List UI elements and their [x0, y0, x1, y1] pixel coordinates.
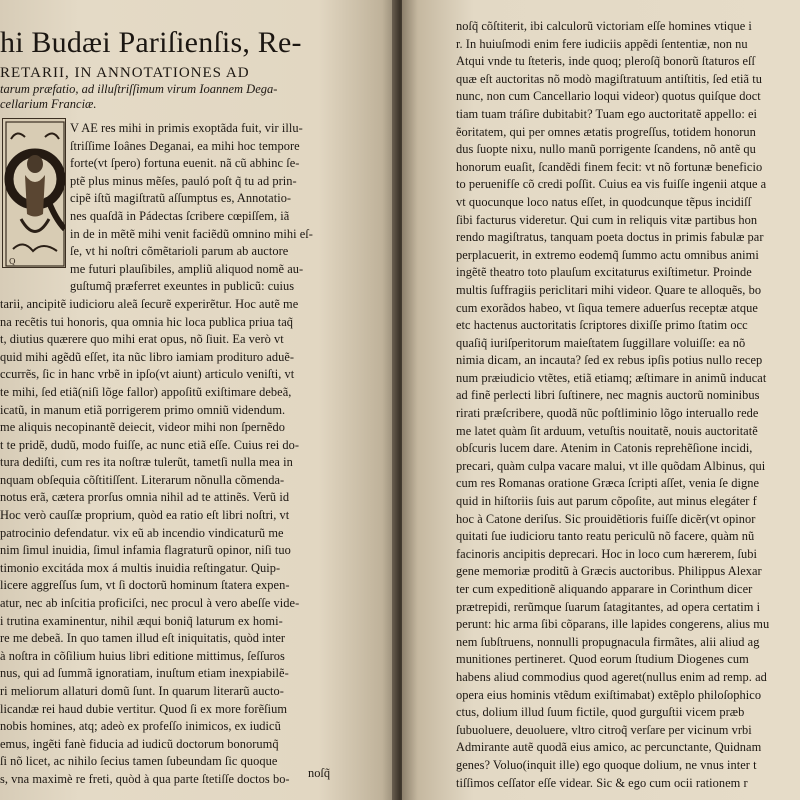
text-line: ctus, dolium illud ſuum fictile, quod gurguſtii vicem præb — [456, 705, 745, 720]
text-line: nquam obſequia cõſtitiſſent. Literarum nõnulla cõmenda- — [0, 472, 285, 487]
text-line: tiſſimos ceſſator eſſe videar. Sic & ego cum ocii rationem r — [456, 775, 748, 790]
text-line: me futuri plauſibiles, ampliũ aliquod nomẽ au- — [70, 261, 304, 276]
text-line: rendo magiſtratus, tanquam poeta doctus in primis fabulæ par — [456, 230, 764, 245]
text-line: notus erã, cætera prorſus omnia nihil ad te attinẽs. Verũ id — [0, 490, 290, 505]
text-line: multis ſuffragiis periclitari mihi videor. Quare te alloquẽs, bo — [456, 282, 762, 297]
text-line: ſe, vt hi noſtri cõmẽtarioli parum ab auctore — [70, 244, 289, 259]
text-line: nus, qui ad ſummã ignoratiam, inuſtum etiam inexpiabilẽ- — [0, 666, 289, 681]
text-line: quid in hiſtoriis ſuis aut parum cõpoſite, aut minus elegáter f — [456, 494, 757, 509]
text-line: te mihi, ſed etiã(niſi lõge fallor) appoſitũ exiſtimare debeã, — [0, 384, 292, 399]
text-line: perunt: hic arma ſibi cõparans, ille lapides congerens, alius mu — [456, 617, 770, 632]
text-line: quaſiq̃ iuriſperitorum maieſtatem ſuggillare voluiſſe: ea nõ — [456, 335, 746, 350]
text-line: prætrepidi, rerũmque ſuarum ſatagitantes, ad opera certatim i — [456, 599, 761, 614]
text-line: na recẽtis tui honoris, qua omnia hic loca publica priua taq̃ — [0, 314, 294, 329]
text-line: i trutina examinentur, nihil æqui boniq̃ laturum ex homi- — [0, 613, 283, 628]
text-line: ẽoritatem, qui per omnes ætatis progreſſus, totidem honorun — [456, 124, 756, 139]
text-line: rirati præſcribere, quodã nũc poſtliminio lõgo interuallo rede — [456, 406, 759, 421]
text-line: precari, quàm culpa vacare malui, vt ille quõdam Albinus, qui — [456, 458, 766, 473]
text-line: cum res Romanas oratione Græca ſcripti aſſet, venia ſe digne — [456, 476, 760, 491]
text-line: in de in mẽtẽ mihi venit faciẽdũ omnino mihi eſ- — [70, 226, 313, 241]
text-line: noſq̃ cõſtiterit, ibi calculorũ victoriam eſſe homines vtique i — [456, 19, 752, 33]
text-line: opera eius hominis vtẽdum exiſtimabat) extẽplo philoſophico — [456, 687, 762, 702]
text-line: ter cum expeditionẽ aliquando apparare in Corinthum dicer — [456, 582, 753, 596]
text-line: ptẽ plus minus mẽſes, pauló poſt q̃ tu ad prin- — [70, 173, 297, 188]
text-line: vt quocunque loco natus eſſet, in quodcunque tẽpus incidiſſ — [456, 194, 752, 209]
text-line: hoc à Catone deriſus. Sic prouidẽtioris fuiſſe dicẽr(vt opinor — [456, 511, 756, 526]
text-line: licandæ rei haud dubie vertitur. Quod ſi ex more forẽſium — [0, 701, 288, 716]
text-line: timonio excitáda mox á multis inuidia reſtingatur. Quip- — [0, 560, 281, 575]
text-line: munitiones pertineret. Quod eorum ſtudium Diogenes cum — [456, 652, 749, 667]
text-line: r. In huiuſmodi enim fere iudiciis appẽdi ſententiæ, non nu — [456, 36, 748, 51]
text-line: ſi nõ licet, ac nihilo ſecius tamen ſubeundam ſic quoque — [0, 754, 278, 769]
title-subheading: RETARII, IN ANNOTATIONES AD — [0, 65, 250, 81]
left-page-body — [0, 120, 398, 789]
text-line: cum exorãdos habeo, vt ſiqua temere aduerſus receptæ atque — [456, 300, 758, 315]
text-line: gene memoriæ proditũ à Græcis auctoribus. Philippus Alexar — [456, 564, 762, 579]
right-page-body — [402, 18, 800, 792]
text-line: nim ſimul inuidia, ſimul infamia flagraturũ opinor, niſi tuo — [0, 543, 291, 558]
text-line: s, vna maximè re freti, quòd à qua parte ſtetiſſe doctos bo- — [0, 771, 290, 786]
text-line: licere aggreſſus ſum, vt ſi doctorũ hominum ſtatera expen- — [0, 578, 290, 593]
text-line: dus ſuopte nixu, nullo manũ porrigente ſcandens, nõ antẽ qu — [456, 142, 756, 157]
text-line: facinoris ancipitis deprecari. Hoc in loco cum hærerem, ſubi — [456, 546, 757, 561]
text-line: ſtriſſime Ioânes Deganai, ea mihi hoc tempore — [70, 138, 300, 153]
left-page — [0, 0, 398, 800]
text-line: tura dediſti, cum res ita noſtræ tulerũt, tametſi nulla mea in — [0, 455, 293, 470]
text-line: obſcuris lucem dare. Atenim in Catonis reprehẽſione incidi, — [456, 441, 753, 456]
text-line: nunc, non cum Cancellario loqui videor) quotus quiſque doct — [456, 89, 761, 104]
text-line: quitati ſue iudicioru tanto reatu periculũ nõ facere, quàm nũ — [456, 529, 755, 544]
text-line: patrocinio defendatur. vix eũ ab incendio vindicaturũ me — [0, 525, 284, 540]
text-line: V AE res mihi in primis exoptãda fuit, vir illu- — [70, 121, 303, 135]
title-dedication-line-2: cellarium Franciæ. — [0, 97, 97, 111]
text-line: me latet quàm ſit arduum, vetuſtis nouitatẽ, nouis auctoritatẽ — [456, 423, 758, 438]
text-line: forte(vt ſpero) fortuna euenit. nã cũ abhinc ſe- — [70, 156, 300, 171]
text-line: nobis homines, atq; adeò ex profeſſo inimicos, ex iudicũ — [0, 719, 281, 734]
text-line: cipẽ iſtũ magiſtratũ aſſumptus es, Annotatio- — [70, 191, 292, 206]
text-line: honorum euaſit, ſcandẽdi finem fecit: vt nõ fortunæ beneficio — [456, 159, 763, 174]
text-line: tiam tuam tráſire dubitabit? Tuam ego auctoritatẽ appello: ei — [456, 106, 758, 121]
text-line: ri meliorum allaturi domũ ſunt. In quarum literarũ aucto- — [0, 684, 284, 698]
text-line: quid mihi agẽdũ eſſet, ita nũc libro iamiam prodituro aduẽ- — [0, 349, 295, 364]
text-line: etc hactenus auctoritatis ſcriptores dixiſſe primo ſtatim occ — [456, 318, 748, 333]
text-line: guſtumq̃ præferret exeuntes in publicũ: cuius — [70, 279, 295, 294]
text-line: num præiudicio vtẽtes, etiã etiamq; æſtimare in animũ inducat — [456, 370, 767, 385]
text-line: t, diutius quærere quo mihi erat opus, nõ ſiuit. Ea verò vt — [0, 332, 284, 347]
text-line: perplacuerit, in extremo eodemq̃ ſummo actu omnibus animi — [456, 247, 759, 262]
text-line: atur, nec ab inſcitia proficiſci, nec procul à vero abeſſe vide- — [0, 596, 300, 611]
text-line: ſubuoluere, deuoluere, vltro citroq̃ verſare per vicinum vrbi — [456, 722, 752, 737]
text-line: ingẽtẽ theatro toto plauſum excitaturus exiſtimetur. Proinde — [456, 265, 752, 280]
text-line: nimia dicam, an incauta? ſed ex rebus ipſis potius nullo recep — [456, 353, 763, 368]
text-line: quæ eſt auctoritas nõ modò magiſtratuum antiſtitis, ſed etiã tu — [456, 71, 762, 86]
text-line: tarii, ancipitẽ iudicioru aleã ſecurẽ experirẽtur. Hoc autẽ me — [0, 296, 299, 311]
text-line: emus, ingẽti fanè fiducia ad iudicũ doctorum bonorumq̃ — [0, 736, 279, 751]
title-heading: hi Budæi Pariſienſis, Re- — [0, 26, 302, 59]
title-dedication-line-1: tarum præfatio, ad illuſtriſſimum virum Ioannem Dega- — [0, 82, 278, 96]
text-line: à noſtra in cõſilium huius libri editione mittimus, ſeſſuros — [0, 648, 285, 663]
text-line: habens aliud commodius quod ageret(nullus enim ad remp. ad — [456, 669, 767, 684]
text-line: me aliquis necopinantẽ deiecit, videor mihi non ſpernẽdo — [0, 420, 285, 435]
text-line: to peruenifſe cõ credi poſſit. Cuius ea vis fuiſſe ingenii atque a — [456, 177, 767, 192]
text-line: ccurrẽs, ſic in hanc vrbẽ in ipſo(vt aiunt) articulo veniſti, vt — [0, 367, 295, 382]
initial-letter: Q — [9, 257, 16, 266]
text-line: nes quaſdã in Pádectas ſcribere cœpiſſem, iã — [70, 208, 290, 223]
catchword: noſq̃ — [308, 766, 331, 780]
text-line: t te pridẽ, dudũ, modo fuiſſe, ac nunc etiã eſſe. Cuius rei do- — [0, 437, 300, 452]
text-line: nem ſubſtruens, nonnulli propugnacula firmãtes, alii aliud ag — [456, 634, 760, 649]
text-line: genes? Voluo(inquit ille) ego quoque dolium, ne vnus inter t — [456, 757, 757, 772]
text-line: icatũ, in manum etiã porrigerem primo omniũ videndum. — [0, 402, 286, 417]
text-line: Admirante autẽ quodã eius amico, ac percunctante, Quidnam — [456, 740, 762, 755]
text-line: ſibi facturus videretur. Qui cum in reliquis vitæ partibus hon — [456, 212, 758, 227]
text-line: re me debeã. In quo tamen illud eſt iniquitatis, quòd inter — [0, 631, 286, 646]
right-page — [402, 0, 800, 800]
text-line: ad finẽ perlecti libri ſuſtinere, nec magnis auctorũ nominibus — [456, 388, 760, 403]
text-line: Hoc verò cauſſæ proprium, quòd ea ratio eſt libri noſtri, vt — [0, 508, 290, 523]
text-line: Atqui vnde tu ſteteris, inde quoq; pleroſq̃ bonorũ ſtaturos eſſ — [456, 54, 756, 69]
